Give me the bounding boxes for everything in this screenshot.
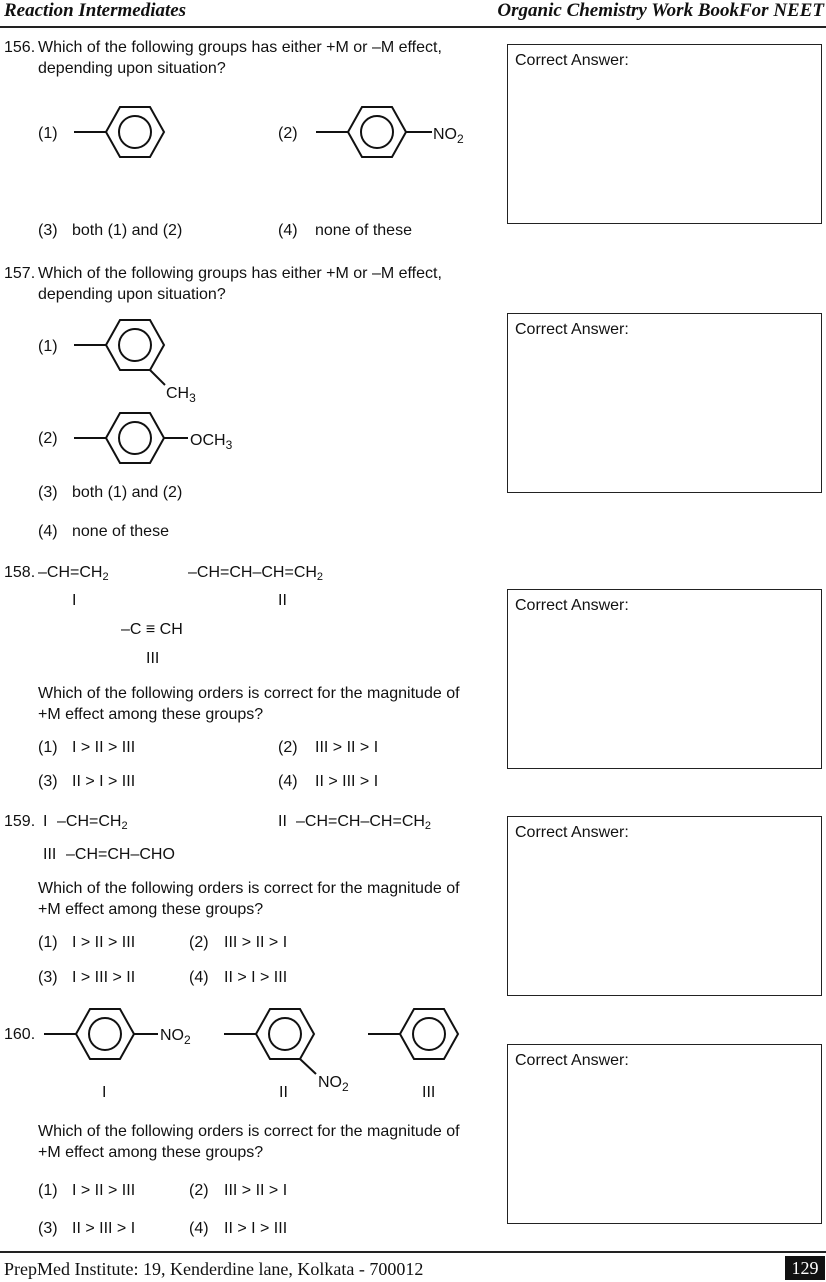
option-number: (4) [278,222,298,239]
option-text: both (1) and (2) [72,484,183,501]
header-right: Organic Chemistry Work BookFor NEET [497,0,824,21]
benzene-structure [364,1002,474,1072]
group-formula: $-CH=CH-CH=CH_2$ [296,813,432,832]
group-formula: $-CH=CH-CH=CH_2$ [188,564,324,583]
question-text: Which of the following orders is correct for the magnitude of +M effect among these groups? [38,880,460,918]
option-text: both (1) and (2) [72,222,183,239]
group-formula: $-CH=CH_2$ [57,813,128,832]
question-number: 156. [4,39,36,56]
answer-box[interactable] [507,816,822,996]
nitro-group-label: $NO_2$ [160,1027,191,1047]
question-number: 160. [4,1026,36,1043]
footer-address: PrepMed Institute: 19, Kenderdine lane, Kolkata - 700012 [4,1259,424,1279]
option-number: (2) [189,1182,209,1199]
answer-box[interactable] [507,589,822,769]
question-text: Which of the following orders is correct for the magnitude of +M effect among these groups? [38,685,460,723]
question-text: Which of the following orders is correct for the magnitude of +M effect among these groups? [38,1123,460,1161]
anisole-structure [70,406,200,476]
group-formula: –C ≡ CH [121,621,183,638]
structure-label: III [422,1084,436,1101]
option-text: II > I > III [72,773,136,790]
answer-label: Correct Answer: [515,597,629,614]
answer-box[interactable] [507,1044,822,1224]
group-label: I [43,813,48,830]
option-text: none of these [315,222,412,239]
option-number: (4) [189,969,209,986]
group-label: III [146,650,160,667]
group-label: II [278,592,287,609]
option-number: (1) [38,125,58,142]
option-number: (3) [38,222,58,239]
question-number: 157. [4,265,36,282]
option-text: II > III > I [315,773,379,790]
page-footer [0,1251,826,1282]
page-header [0,0,826,28]
header-left: Reaction Intermediates [4,0,187,21]
option-text: II > I > III [224,1220,288,1237]
option-text: III > II > I [224,934,288,951]
para-nitro-structure [40,1002,170,1072]
option-text: III > II > I [315,739,379,756]
group-label: II [278,813,287,830]
structure-label: II [279,1084,288,1101]
option-text: II > I > III [224,969,288,986]
option-number: (3) [38,484,58,501]
option-number: (1) [38,338,58,355]
option-text: I > II > III [72,1182,136,1199]
question-text: Which of the following groups has either +M or –M effect, depending upon situation? [38,39,442,77]
group-label: III [43,846,57,863]
methyl-group-label: $CH_3$ [166,385,196,405]
answer-label: Correct Answer: [515,824,629,841]
option-number: (3) [38,969,58,986]
option-number: (2) [189,934,209,951]
option-number: (2) [278,125,298,142]
group-label: I [72,592,77,609]
option-text: I > II > III [72,934,136,951]
methoxy-group-label: $OCH_3$ [190,432,233,452]
group-formula: $-CH=CH_2$ [38,564,109,583]
nitro-group-label: $NO_2$ [433,126,464,146]
nitro-group-label: $NO_2$ [318,1074,349,1094]
option-number: (2) [278,739,298,756]
answer-box[interactable] [507,313,822,493]
option-number: (4) [38,523,58,540]
question-number: 158. [4,564,36,581]
option-number: (1) [38,739,58,756]
option-text: II > III > I [72,1220,136,1237]
structure-label: I [102,1084,107,1101]
answer-label: Correct Answer: [515,321,629,338]
benzene-structure [70,100,190,170]
page-number: 129 [785,1256,825,1280]
question-text: Which of the following groups has either +M or –M effect, depending upon situation? [38,265,442,303]
group-formula: –CH=CH–CHO [66,846,175,863]
meta-nitro-structure [220,1002,340,1082]
option-number: (4) [278,773,298,790]
option-text: I > III > II [72,969,136,986]
option-text: III > II > I [224,1182,288,1199]
option-number: (3) [38,1220,58,1237]
answer-label: Correct Answer: [515,1052,629,1069]
option-text: none of these [72,523,169,540]
nitrobenzene-structure [312,100,442,170]
toluene-structure [70,313,190,388]
option-number: (3) [38,773,58,790]
option-number: (1) [38,1182,58,1199]
answer-label: Correct Answer: [515,52,629,69]
answer-box[interactable] [507,44,822,224]
option-number: (2) [38,430,58,447]
option-number: (4) [189,1220,209,1237]
question-number: 159. [4,813,36,830]
option-text: I > II > III [72,739,136,756]
option-number: (1) [38,934,58,951]
